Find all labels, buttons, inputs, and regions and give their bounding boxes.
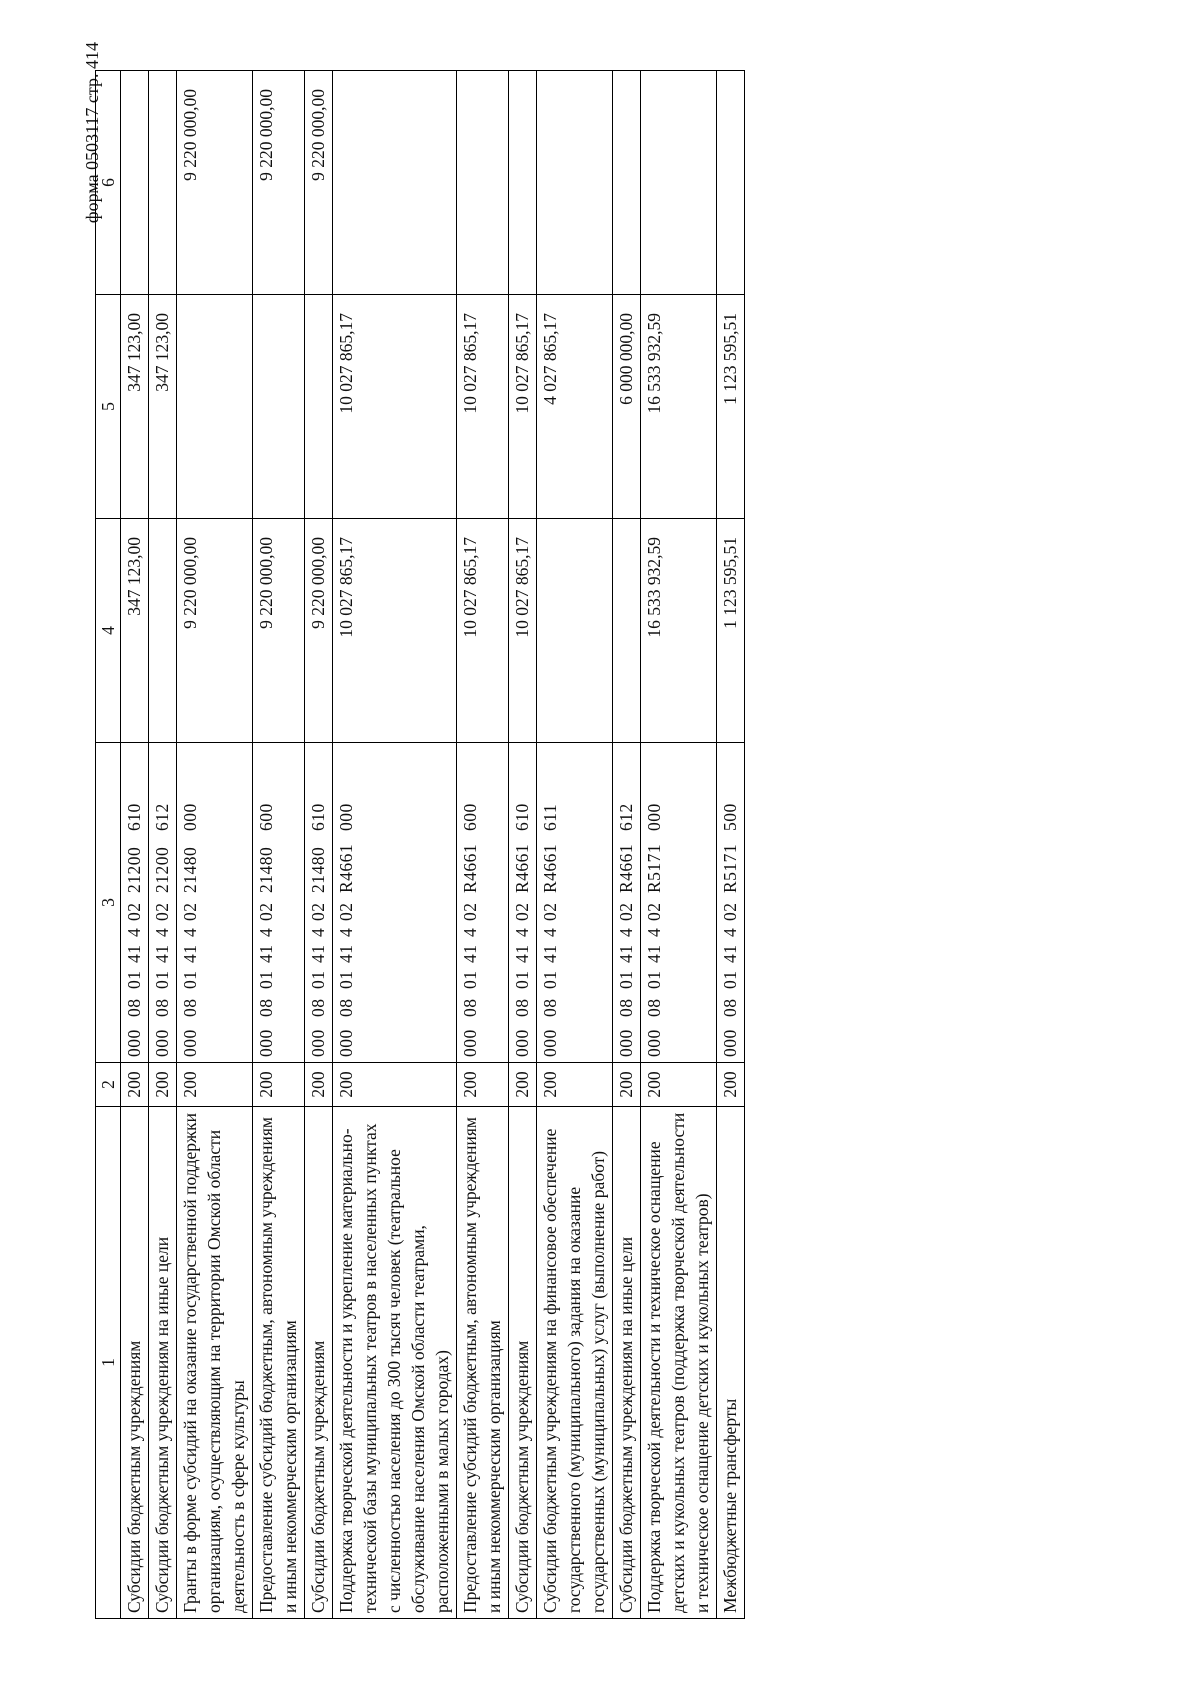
code-part: 000: [336, 803, 356, 831]
row-executed: 10 027 865,17: [333, 295, 457, 519]
row-name: Гранты в форме субсидий на оказание государственной поддержки организациям, осуществляющим на территории Омской области деятельность в сфере культуры: [177, 1107, 253, 1619]
code-part: 41: [616, 944, 636, 963]
row-line-code: 200: [305, 1063, 333, 1107]
row-unexecuted: [537, 71, 613, 295]
row-executed: 10 027 865,17: [509, 295, 537, 519]
code-part: 41: [308, 944, 328, 963]
row-classification-code: [537, 743, 613, 1063]
code-part: 08: [512, 998, 532, 1017]
table-row: [537, 71, 613, 1619]
code-part: 08: [644, 998, 664, 1017]
table-row: [509, 71, 537, 1619]
code-part: 41: [336, 944, 356, 963]
code-part: 41: [720, 944, 740, 963]
code-part: 500: [720, 803, 740, 831]
row-unexecuted: 9 220 000,00: [253, 71, 305, 295]
row-unexecuted: [509, 71, 537, 295]
code-part: 600: [460, 803, 480, 831]
code-part: 01: [512, 970, 532, 989]
code-part: R5171: [644, 843, 664, 893]
row-line-code: 200: [537, 1063, 613, 1107]
code-part: 000: [644, 803, 664, 831]
code-part: 21480: [256, 846, 276, 893]
table-row: [333, 71, 457, 1619]
table-body: [121, 71, 745, 1619]
table-row: [457, 71, 509, 1619]
row-classification-code: [305, 743, 333, 1063]
code-part: 4: [256, 927, 276, 937]
row-unexecuted: 9 220 000,00: [305, 71, 333, 295]
code-part: 4: [720, 927, 740, 937]
code-part: 02: [540, 902, 560, 921]
code-part: 02: [180, 902, 200, 921]
code-part: 01: [616, 970, 636, 989]
code-part: 41: [152, 944, 172, 963]
row-name: Субсидии бюджетным учреждениям: [305, 1107, 333, 1619]
row-name: Поддержка творческой деятельности и укрепление материально-технической базы муниципальных театров в населенных пунктах с численностью населения до 300 тысяч человек (театральное обслуживание населения Омской области театрами, расположенными в малых городах): [333, 1107, 457, 1619]
code-part: 4: [512, 927, 532, 937]
code-part: 000: [460, 1029, 480, 1057]
code-part: 21480: [308, 846, 328, 893]
code-part: 000: [308, 1029, 328, 1057]
row-approved: 1 123 595,51: [717, 519, 745, 743]
code-part: 01: [180, 970, 200, 989]
code-part: 01: [124, 970, 144, 989]
code-part: 08: [460, 998, 480, 1017]
row-classification-code: [333, 743, 457, 1063]
code-part: 41: [460, 944, 480, 963]
row-classification-code: [177, 743, 253, 1063]
row-unexecuted: [333, 71, 457, 295]
code-part: 21480: [180, 846, 200, 893]
row-unexecuted: [121, 71, 149, 295]
column-header: 5: [96, 295, 121, 519]
code-part: 4: [460, 927, 480, 937]
code-part: 08: [152, 998, 172, 1017]
code-part: 41: [540, 944, 560, 963]
row-classification-code: [717, 743, 745, 1063]
row-unexecuted: [641, 71, 717, 295]
code-part: 21200: [152, 846, 172, 893]
code-part: 600: [256, 803, 276, 831]
code-part: 000: [256, 1029, 276, 1057]
row-unexecuted: 9 220 000,00: [177, 71, 253, 295]
code-part: 000: [336, 1029, 356, 1057]
code-part: 08: [336, 998, 356, 1017]
code-part: 4: [152, 927, 172, 937]
code-part: 21200: [124, 846, 144, 893]
table-row: [305, 71, 333, 1619]
table-row: [717, 71, 745, 1619]
row-classification-code: [613, 743, 641, 1063]
code-part: 000: [152, 1029, 172, 1057]
code-part: 000: [124, 1029, 144, 1057]
row-name: Межбюджетные трансферты: [717, 1107, 745, 1619]
row-name: Субсидии бюджетным учреждениям на иные цели: [613, 1107, 641, 1619]
budget-table: [95, 70, 745, 1619]
code-part: 612: [616, 803, 636, 831]
column-header: 1: [96, 1107, 121, 1619]
row-unexecuted: [457, 71, 509, 295]
row-executed: 6 000 000,00: [613, 295, 641, 519]
code-part: 01: [540, 970, 560, 989]
code-part: 000: [512, 1029, 532, 1057]
row-approved: 9 220 000,00: [253, 519, 305, 743]
code-part: 612: [152, 803, 172, 831]
row-name: Субсидии бюджетным учреждениям на финансовое обеспечение государственного (муниципального) задания на оказание государственных (муниципальных) услуг (выполнение работ): [537, 1107, 613, 1619]
row-line-code: 200: [457, 1063, 509, 1107]
code-part: R4661: [540, 843, 560, 893]
code-part: 4: [124, 927, 144, 937]
row-unexecuted: [717, 71, 745, 295]
code-part: 611: [540, 803, 560, 831]
row-line-code: 200: [509, 1063, 537, 1107]
code-part: 02: [256, 902, 276, 921]
table-row: [641, 71, 717, 1619]
row-approved: 10 027 865,17: [457, 519, 509, 743]
row-classification-code: [253, 743, 305, 1063]
row-name: Предоставление субсидий бюджетным, автономным учреждениям и иным некоммерческим организациям: [253, 1107, 305, 1619]
table-row: [149, 71, 177, 1619]
code-part: 08: [308, 998, 328, 1017]
code-part: 4: [616, 927, 636, 937]
code-part: 02: [512, 902, 532, 921]
code-part: 000: [180, 1029, 200, 1057]
code-part: R4661: [336, 843, 356, 893]
code-part: 610: [308, 803, 328, 831]
code-part: 08: [540, 998, 560, 1017]
code-part: 02: [152, 902, 172, 921]
table-row: [121, 71, 149, 1619]
code-part: 01: [336, 970, 356, 989]
code-part: 4: [540, 927, 560, 937]
row-executed: 10 027 865,17: [457, 295, 509, 519]
row-executed: [305, 295, 333, 519]
column-header: 2: [96, 1063, 121, 1107]
code-part: 41: [124, 944, 144, 963]
code-part: 01: [460, 970, 480, 989]
row-approved: 10 027 865,17: [509, 519, 537, 743]
code-part: 41: [180, 944, 200, 963]
row-name: Предоставление субсидий бюджетным, автономным учреждениям и иным некоммерческим организациям: [457, 1107, 509, 1619]
code-part: R5171: [720, 843, 740, 893]
row-classification-code: [509, 743, 537, 1063]
form-header: форма 0503117 стр. 414: [82, 42, 102, 224]
table-row: [253, 71, 305, 1619]
code-part: 01: [720, 970, 740, 989]
row-executed: 347 123,00: [149, 295, 177, 519]
row-name: Субсидии бюджетным учреждениям на иные цели: [149, 1107, 177, 1619]
row-name: Поддержка творческой деятельности и техническое оснащение детских и кукольных театров (поддержка творческой деятельности и техническое оснащение детских и кукольных театров): [641, 1107, 717, 1619]
code-part: 08: [180, 998, 200, 1017]
code-part: 41: [256, 944, 276, 963]
row-executed: 4 027 865,17: [537, 295, 613, 519]
code-part: R4661: [460, 843, 480, 893]
code-part: 08: [616, 998, 636, 1017]
code-part: 000: [720, 1029, 740, 1057]
code-part: 610: [124, 803, 144, 831]
code-part: 4: [336, 927, 356, 937]
row-approved: [149, 519, 177, 743]
row-approved: 9 220 000,00: [305, 519, 333, 743]
row-unexecuted: [149, 71, 177, 295]
code-part: 41: [512, 944, 532, 963]
code-part: R4661: [616, 843, 636, 893]
code-part: 41: [644, 944, 664, 963]
code-part: 01: [308, 970, 328, 989]
row-executed: 16 533 932,59: [641, 295, 717, 519]
row-line-code: 200: [121, 1063, 149, 1107]
row-line-code: 200: [177, 1063, 253, 1107]
row-executed: [253, 295, 305, 519]
table-row: [613, 71, 641, 1619]
code-part: 4: [644, 927, 664, 937]
column-header: 6: [96, 71, 121, 295]
code-part: 01: [644, 970, 664, 989]
code-part: 08: [124, 998, 144, 1017]
row-line-code: 200: [613, 1063, 641, 1107]
row-line-code: 200: [253, 1063, 305, 1107]
row-executed: 347 123,00: [121, 295, 149, 519]
code-part: 08: [256, 998, 276, 1017]
row-name: Субсидии бюджетным учреждениям: [509, 1107, 537, 1619]
row-name: Субсидии бюджетным учреждениям: [121, 1107, 149, 1619]
code-part: 02: [460, 902, 480, 921]
column-header: 3: [96, 743, 121, 1063]
code-part: 02: [336, 902, 356, 921]
row-classification-code: [121, 743, 149, 1063]
row-approved: 347 123,00: [121, 519, 149, 743]
row-line-code: 200: [717, 1063, 745, 1107]
row-approved: 9 220 000,00: [177, 519, 253, 743]
code-part: 000: [616, 1029, 636, 1057]
code-part: 01: [152, 970, 172, 989]
row-unexecuted: [613, 71, 641, 295]
row-classification-code: [641, 743, 717, 1063]
code-part: 02: [720, 902, 740, 921]
column-header: 4: [96, 519, 121, 743]
row-line-code: 200: [149, 1063, 177, 1107]
row-approved: [613, 519, 641, 743]
row-line-code: 200: [333, 1063, 457, 1107]
row-classification-code: [457, 743, 509, 1063]
code-part: R4661: [512, 843, 532, 893]
row-executed: 1 123 595,51: [717, 295, 745, 519]
row-executed: [177, 295, 253, 519]
code-part: 02: [308, 902, 328, 921]
row-classification-code: [149, 743, 177, 1063]
code-part: 4: [180, 927, 200, 937]
code-part: 4: [308, 927, 328, 937]
code-part: 01: [256, 970, 276, 989]
code-part: 610: [512, 803, 532, 831]
row-approved: [537, 519, 613, 743]
code-part: 000: [644, 1029, 664, 1057]
code-part: 02: [616, 902, 636, 921]
row-approved: 10 027 865,17: [333, 519, 457, 743]
row-approved: 16 533 932,59: [641, 519, 717, 743]
code-part: 000: [540, 1029, 560, 1057]
column-number-row: [96, 71, 121, 1619]
row-line-code: 200: [641, 1063, 717, 1107]
code-part: 000: [180, 803, 200, 831]
table-row: [177, 71, 253, 1619]
code-part: 02: [124, 902, 144, 921]
code-part: 08: [720, 998, 740, 1017]
code-part: 02: [644, 902, 664, 921]
